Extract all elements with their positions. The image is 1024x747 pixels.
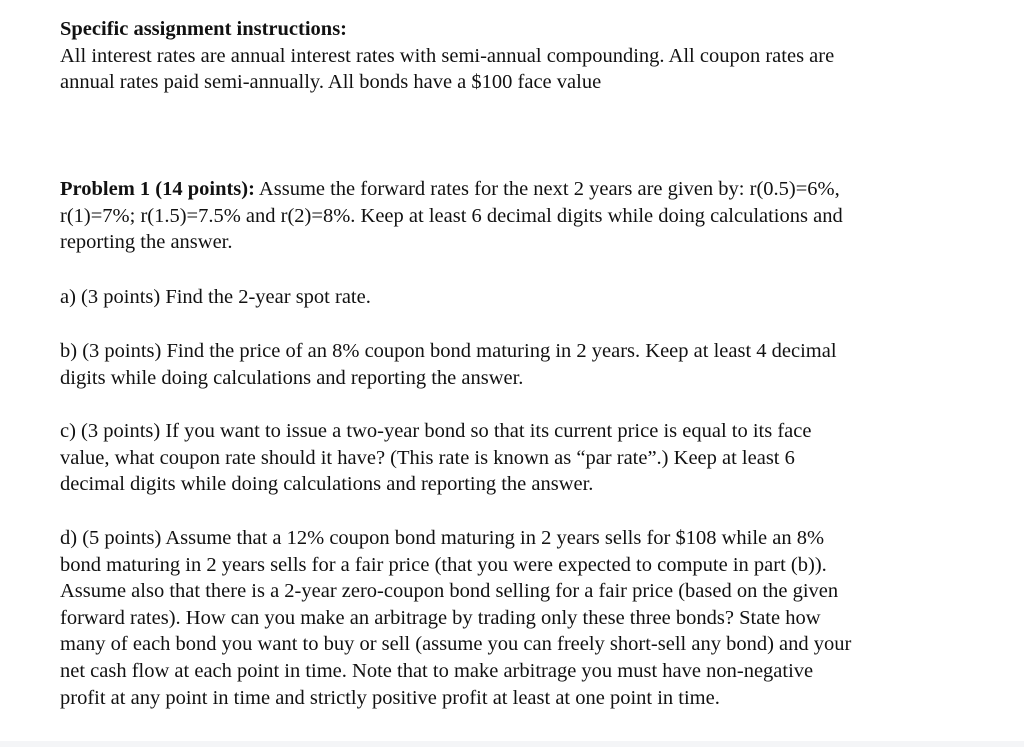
part-c [60,418,980,498]
part-d-line: forward rates). How can you make an arbitrage by trading only these three bonds? State how [60,606,821,629]
instructions-heading: Specific assignment instructions: [60,18,347,40]
part-b-line: digits while doing calculations and reporting the answer. [60,366,524,389]
part-d [60,525,980,711]
part-d-line: many of each bond you want to buy or sell (assume you can freely short-sell any bond) and your [60,633,852,656]
instructions-section [60,16,980,96]
part-a-line: a) (3 points) Find the 2-year spot rate. [60,286,371,308]
part-c-line: decimal digits while doing calculations and reporting the answer. [60,473,594,496]
problem-title: Problem 1 (14 points): [60,178,255,200]
part-c-line: value, what coupon rate should it have? (This rate is known as “par rate”.) Keep at least 6 [60,446,795,469]
problem-intro-text: Assume the forward rates for the next 2 years are given by: r(0.5)=6%, [254,178,840,200]
problem-intro-line: reporting the answer. [60,231,233,254]
problem-intro-line: r(1)=7%; r(1.5)=7.5% and r(2)=8%. Keep at least 6 decimal digits while doing calculations and [60,204,843,227]
page-bottom-edge [0,741,1024,747]
part-b-line: b) (3 points) Find the price of an 8% coupon bond maturing in 2 years. Keep at least 4 decimal [60,340,837,362]
instructions-line: All interest rates are annual interest rates with semi-annual compounding. All coupon rates are [60,44,835,67]
problem-intro [60,176,980,256]
part-d-line: profit at any point in time and strictly positive profit at least at one point in time. [60,686,720,709]
problem-intro-line [60,176,980,203]
part-b [60,338,980,391]
part-d-line: d) (5 points) Assume that a 12% coupon bond maturing in 2 years sells for $108 while an 8% [60,527,825,549]
part-c-line: c) (3 points) If you want to issue a two-year bond so that its current price is equal to its face [60,420,812,442]
part-a [60,284,980,311]
part-d-line: net cash flow at each point in time. Note that to make arbitrage you must have non-negative [60,659,814,682]
part-d-line: Assume also that there is a 2-year zero-coupon bond selling for a fair price (based on the given [60,580,839,603]
part-d-line: bond maturing in 2 years sells for a fair price (that you were expected to compute in part (b)). [60,553,827,576]
instructions-line: annual rates paid semi-annually. All bonds have a $100 face value [60,71,602,94]
